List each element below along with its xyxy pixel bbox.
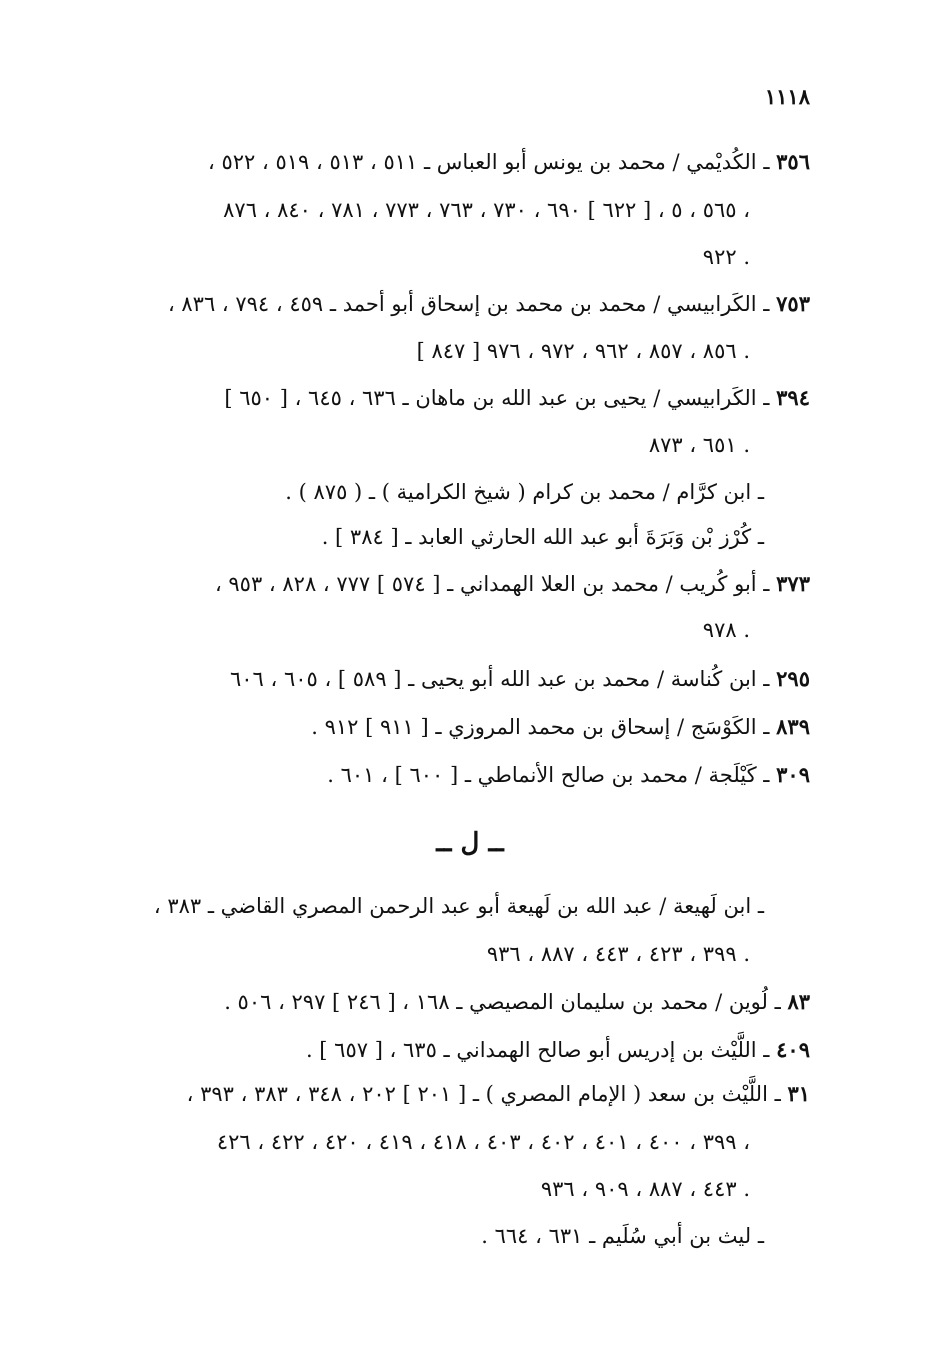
index-entry-continuation xyxy=(703,243,750,271)
entry-number: ٣١ xyxy=(787,1081,810,1106)
entry-text: ـ ليث بن أبي سُلَيم ـ ٦٣١ ، ٦٦٤ . xyxy=(481,1224,764,1248)
entry-text: ـ ابن لَهيعة / عبد الله بن لَهيعة أبو عبد الرحمن المصري القاضي ـ ٣٨٣ ، xyxy=(153,894,764,918)
index-entry-line xyxy=(306,1036,810,1064)
index-entry-line xyxy=(187,1080,810,1108)
entry-text: ٥٦٥ ، ٥ ، [ ٦٢٢ ] ٦٩٠ ، ٧٣٠ ، ٧٦٣ ، ٧٧٣ ، ٧٨١ ، ٨٤٠ ، ٨٧٦ ، xyxy=(223,198,750,222)
entry-text: ـ لُوين / محمد بن سليمان المصيصي ـ ١٦٨ ، [ ٢٤٦ ] ٢٩٧ ، ٥٠٦ . xyxy=(224,990,781,1014)
entry-number: ٣٩٤ xyxy=(776,385,810,410)
index-entry-line xyxy=(327,761,810,789)
entry-text: ٤٤٣ ، ٨٨٧ ، ٩٠٩ ، ٩٣٦ . xyxy=(540,1177,750,1201)
entry-text: ـ الكَوْسَج / إسحاق بن محمد المروزي ـ [ ٩١١ ] ٩١٢ . xyxy=(311,715,770,739)
entry-number: ٧٥٣ xyxy=(776,291,810,316)
entry-text: ـ الكُديْمي / محمد بن يونس أبو العباس ـ ٥١١ ، ٥١٣ ، ٥١٩ ، ٥٢٢ ، xyxy=(208,150,770,174)
index-entry-line xyxy=(285,478,764,506)
section-heading: ــ ل ــ xyxy=(436,828,504,858)
entry-text: ٦٥١ ، ٨٧٣ . xyxy=(648,433,750,457)
index-entry-line xyxy=(230,665,810,693)
entry-text: ـ كَيْلَجة / محمد بن صالح الأنماطي ـ [ ٦٠٠ ] ، ٦٠١ . xyxy=(327,763,770,787)
index-entry-line xyxy=(224,384,810,412)
index-entry-continuation xyxy=(217,1128,750,1156)
entry-text: ٣٩٩ ، ٤٢٣ ، ٤٤٣ ، ٨٨٧ ، ٩٣٦ . xyxy=(486,942,750,966)
entry-text: [ ٨٤٧ ] ٨٥٦ ، ٨٥٧ ، ٩٦٢ ، ٩٧٢ ، ٩٧٦ . xyxy=(416,339,750,363)
entry-text: ٩٢٢ . xyxy=(702,245,750,269)
entry-text: ٩٧٨ . xyxy=(702,618,750,642)
index-entry-line xyxy=(215,570,810,598)
index-entry-line xyxy=(322,523,764,551)
entry-number: ٢٩٥ xyxy=(776,666,810,691)
index-entry-line xyxy=(168,290,810,318)
page-number: ١١١٨ xyxy=(764,84,810,109)
entry-text: ـ الكَرابيسي / محمد بن محمد بن إسحاق أبو أحمد ـ ٤٥٩ ، ٧٩٤ ، ٨٣٦ ، xyxy=(167,292,770,316)
index-entry-line xyxy=(311,713,810,741)
entry-number: ٨٣ xyxy=(787,989,810,1014)
entry-text: ـ كُرْز بْن وَبَرَةَ أبو عبد الله الحارثي العابد ـ [ ٣٨٤ ] . xyxy=(321,525,764,549)
entry-number: ٤٠٩ xyxy=(776,1037,810,1062)
entry-text: ٣٩٩ ، ٤٠٠ ، ٤٠١ ، ٤٠٢ ، ٤٠٣ ، ٤١٨ ، ٤١٩ ، ٤٢٠ ، ٤٢٢ ، ٤٢٦ ، xyxy=(216,1130,750,1154)
entry-text: ـ اللَّيْث بن إدريس أبو صالح الهمداني ـ ٦٣٥ ، [ ٦٥٧ ] . xyxy=(305,1038,770,1062)
entry-text: ـ الكَرابيسي / يحيى بن عبد الله بن ماهان ـ ٦٣٦ ، ٦٤٥ ، [ ٦٥٠ ] xyxy=(224,386,770,410)
entry-text: ـ ابن كرَّام / محمد بن كرام ( شيخ الكرامية ) ـ ( ٨٧٥ ) . xyxy=(285,480,764,504)
entry-number: ٣٠٩ xyxy=(776,762,810,787)
index-entry-line xyxy=(208,148,810,176)
index-entry-continuation xyxy=(487,940,750,968)
index-entry-line xyxy=(481,1222,764,1250)
entry-number: ٣٥٦ xyxy=(776,149,810,174)
index-entry-line xyxy=(224,988,810,1016)
entry-text: ـ اللَّيْث بن سعد ( الإمام المصري ) ـ [ ٢٠١ ] ٢٠٢ ، ٣٤٨ ، ٣٨٣ ، ٣٩٣ ، xyxy=(186,1082,781,1106)
entry-number: ٨٣٩ xyxy=(776,714,810,739)
entry-number: ٣٧٣ xyxy=(776,571,810,596)
index-entry-continuation xyxy=(649,431,750,459)
index-entry-continuation xyxy=(417,337,750,365)
index-entry-continuation xyxy=(703,616,750,644)
entry-text: ـ ابن كُناسة / محمد بن عبد الله أبو يحيى ـ [ ٥٨٩ ] ، ٦٠٥ ، ٦٠٦ xyxy=(229,667,770,691)
index-entry-continuation xyxy=(223,196,750,224)
index-entry-continuation xyxy=(541,1175,750,1203)
index-entry-line xyxy=(154,892,764,920)
entry-text: ـ أبو كُريب / محمد بن العلا الهمداني ـ [ ٥٧٤ ] ٧٧٧ ، ٨٢٨ ، ٩٥٣ ، xyxy=(214,572,770,596)
